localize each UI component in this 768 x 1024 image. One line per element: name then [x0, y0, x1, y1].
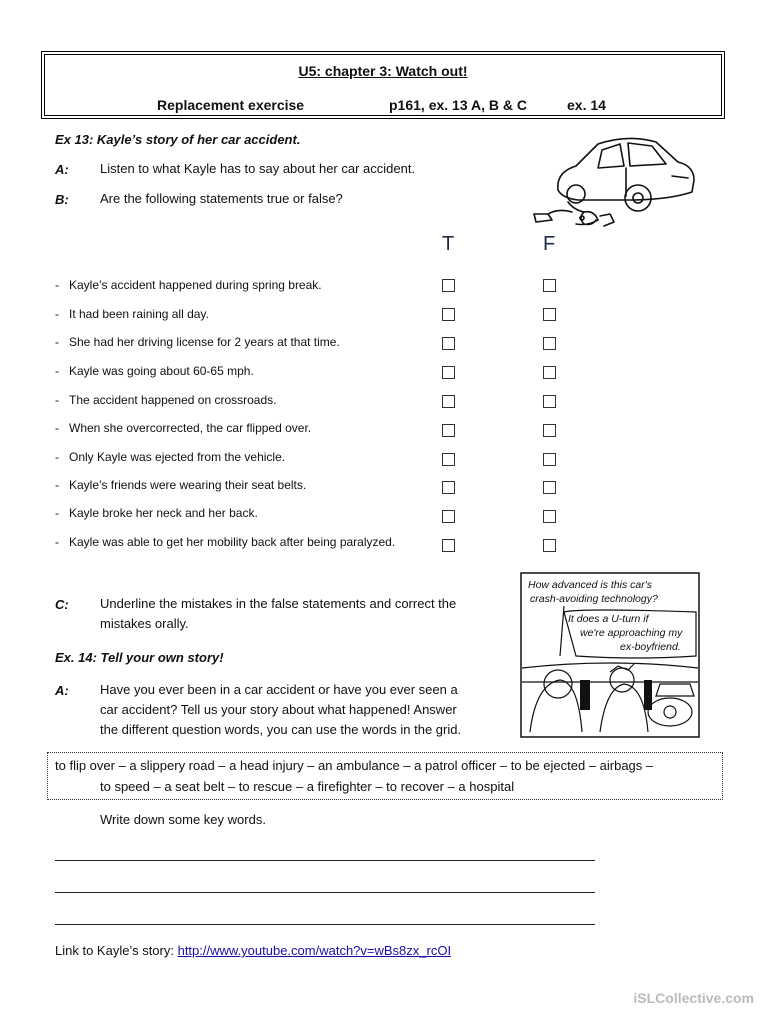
list-item: - It had been raining all day. — [55, 307, 209, 321]
cartoon-bubble-2-line-1: It does a U-turn if — [568, 613, 649, 625]
true-checkbox-3[interactable] — [442, 337, 455, 350]
ex13-c-text-2: mistakes orally. — [100, 616, 189, 631]
subtitle-exercise: Replacement exercise — [157, 97, 305, 113]
list-item: - Kayle was going about 60-65 mph. — [55, 364, 254, 378]
true-column-label: T — [442, 233, 455, 255]
ex14-a-text-1: Have you ever been in a car accident or have you ever seen a — [100, 682, 458, 697]
ex14-a-label: A: — [55, 683, 69, 698]
ex14-a-text-3: the different question words, you can use the words in the grid. — [100, 722, 462, 737]
word-grid-line-1: to flip over – a slippery road – a head injury – an ambulance – a patrol officer – to be ejected – airbags – — [55, 758, 654, 773]
true-checkbox-10[interactable] — [442, 539, 455, 552]
statement-text: Only Kayle was ejected from the vehicle. — [69, 450, 286, 464]
ex13-a-text: Listen to what Kayle has to say about her car accident. — [100, 161, 416, 176]
header-box — [41, 51, 725, 119]
story-link-row — [55, 941, 451, 961]
car-accident-illustration — [528, 130, 700, 230]
cartoon-bubble-1-line-1: How advanced is this car's — [528, 579, 652, 591]
list-item: - Kayle’s friends were wearing their seat belts. — [55, 478, 307, 492]
writing-line-1[interactable] — [55, 860, 595, 861]
cartoon-bubble-1-line-2: crash-avoiding technology? — [530, 593, 658, 605]
false-column-label: F — [543, 233, 556, 255]
false-checkbox-3[interactable] — [543, 337, 556, 350]
story-link[interactable]: http://www.youtube.com/watch?v=wBs8zx_rcOI — [177, 943, 452, 958]
false-checkbox-1[interactable] — [543, 279, 556, 292]
list-item: - The accident happened on crossroads. — [55, 393, 277, 407]
writing-line-3[interactable] — [55, 924, 595, 925]
statement-text: Kayle’s accident happened during spring break. — [69, 278, 322, 292]
ex14-title: Ex. 14: Tell your own story! — [55, 650, 224, 665]
false-checkbox-9[interactable] — [543, 510, 556, 523]
list-item: - Only Kayle was ejected from the vehicle. — [55, 450, 286, 464]
worksheet-title: U5: chapter 3: Watch out! — [298, 63, 468, 79]
false-checkbox-4[interactable] — [543, 366, 556, 379]
false-checkbox-10[interactable] — [543, 539, 556, 552]
true-checkbox-7[interactable] — [442, 453, 455, 466]
false-checkbox-2[interactable] — [543, 308, 556, 321]
false-checkbox-8[interactable] — [543, 481, 556, 494]
ex13-b-text: Are the following statements true or false? — [100, 191, 343, 206]
true-checkbox-4[interactable] — [442, 366, 455, 379]
cartoon-illustration — [520, 572, 700, 738]
true-checkbox-5[interactable] — [442, 395, 455, 408]
true-checkbox-1[interactable] — [442, 279, 455, 292]
false-checkbox-5[interactable] — [543, 395, 556, 408]
statement-text: It had been raining all day. — [69, 307, 209, 321]
list-item: - Kayle broke her neck and her back. — [55, 506, 258, 520]
cartoon-bubble-2-line-3: ex-boyfriend. — [620, 641, 681, 653]
cartoon-bubble-2-line-2: we're approaching my — [580, 627, 683, 639]
keywords-prompt: Write down some key words. — [100, 812, 266, 827]
subtitle-ex14: ex. 14 — [567, 97, 606, 113]
statement-text: The accident happened on crossroads. — [69, 393, 277, 407]
ex13-a-label: A: — [55, 162, 69, 177]
ex13-b-label: B: — [55, 192, 69, 207]
watermark-logo: iSLCollective.com — [633, 990, 754, 1006]
word-grid-line-2: to speed – a seat belt – to rescue – a firefighter – to recover – a hospital — [100, 779, 515, 794]
ex13-c-label: C: — [55, 597, 69, 612]
false-checkbox-6[interactable] — [543, 424, 556, 437]
subtitle-pages: p161, ex. 13 A, B & C — [389, 97, 527, 113]
ex13-title: Ex 13: Kayle’s story of her car accident. — [55, 132, 301, 147]
true-checkbox-6[interactable] — [442, 424, 455, 437]
statement-text: She had her driving license for 2 years at that time. — [69, 335, 340, 349]
list-item: - Kayle’s accident happened during spring break. — [55, 278, 322, 292]
statement-text: When she overcorrected, the car flipped over. — [69, 421, 312, 435]
true-checkbox-9[interactable] — [442, 510, 455, 523]
writing-line-2[interactable] — [55, 892, 595, 893]
statement-text: Kayle broke her neck and her back. — [69, 506, 258, 520]
statement-text: Kayle was going about 60-65 mph. — [69, 364, 254, 378]
statement-text: Kayle was able to get her mobility back after being paralyzed. — [69, 535, 396, 549]
statement-text: Kayle’s friends were wearing their seat belts. — [69, 478, 307, 492]
list-item: - When she overcorrected, the car flipped over. — [55, 421, 312, 435]
true-checkbox-2[interactable] — [442, 308, 455, 321]
word-grid — [47, 752, 723, 800]
ex14-a-text-2: car accident? Tell us your story about what happened! Answer — [100, 702, 457, 717]
list-item: - She had her driving license for 2 years at that time. — [55, 335, 340, 349]
false-checkbox-7[interactable] — [543, 453, 556, 466]
list-item: - Kayle was able to get her mobility back after being paralyzed. — [55, 535, 396, 549]
story-link-prefix: Link to Kayle’s story: — [55, 943, 178, 958]
true-checkbox-8[interactable] — [442, 481, 455, 494]
ex13-c-text-1: Underline the mistakes in the false statements and correct the — [100, 596, 457, 611]
